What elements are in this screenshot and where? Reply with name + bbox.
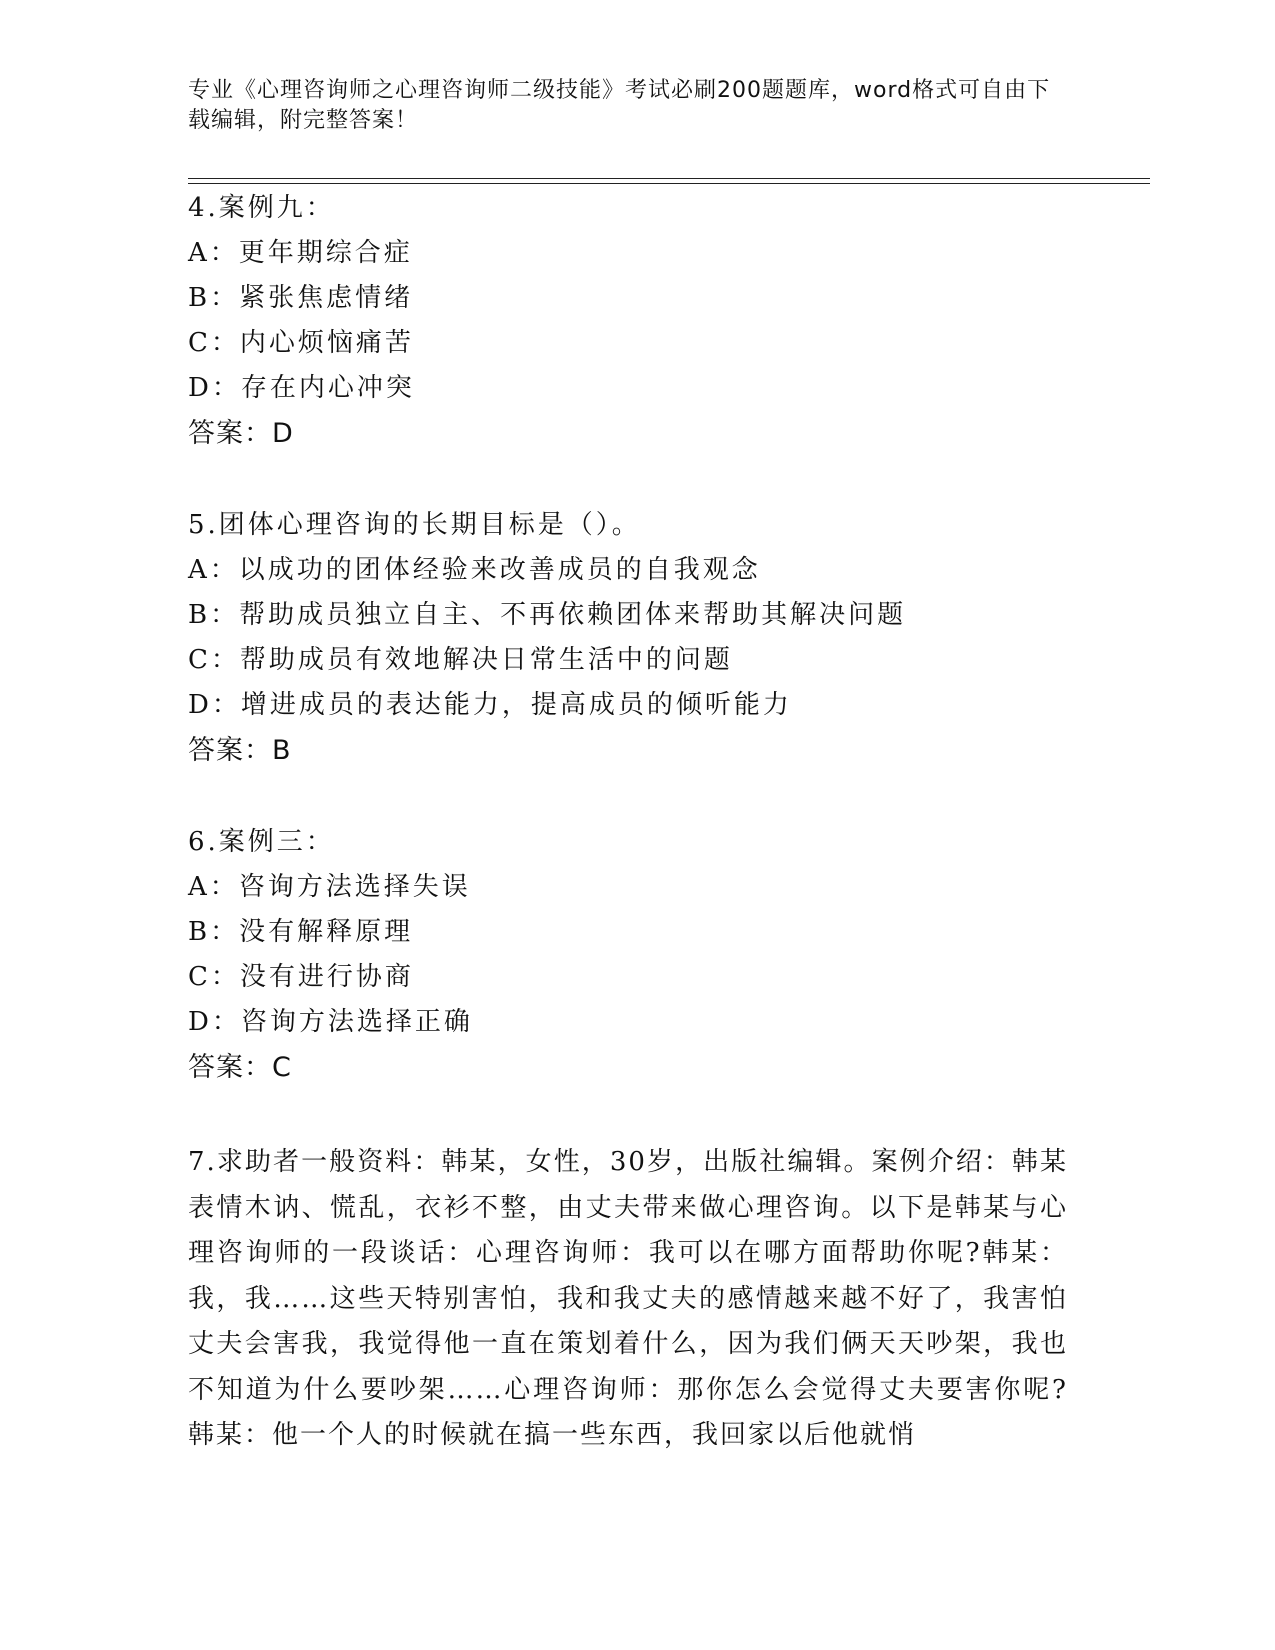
header-divider-bottom <box>188 183 1150 184</box>
option-c: C：内心烦恼痛苦 <box>188 328 414 358</box>
option-a: A：咨询方法选择失误 <box>188 872 471 902</box>
question-title: 6.案例三： <box>188 827 335 857</box>
option-a: A：更年期综合症 <box>188 238 413 268</box>
answer: 答案：C <box>188 1052 292 1083</box>
answer: 答案：D <box>188 418 294 449</box>
question-5 <box>188 503 1088 773</box>
header-divider-top <box>188 178 1150 179</box>
option-c: C：帮助成员有效地解决日常生活中的问题 <box>188 645 733 675</box>
option-a: A：以成功的团体经验来改善成员的自我观念 <box>188 555 761 585</box>
option-b: B：帮助成员独立自主、不再依赖团体来帮助其解决问题 <box>188 600 907 630</box>
option-b: B：紧张焦虑情绪 <box>188 283 414 313</box>
question-6 <box>188 820 1088 1090</box>
question-title: 5.团体心理咨询的长期目标是（）。 <box>188 510 641 540</box>
option-d: D：增进成员的表达能力，提高成员的倾听能力 <box>188 690 792 720</box>
answer: 答案：B <box>188 735 292 766</box>
question-title: 4.案例九： <box>188 193 335 223</box>
question-4 <box>188 186 1088 456</box>
document-header: 专业《心理咨询师之心理咨询师二级技能》考试必刷200题题库，word格式可自由下载编辑，附完整答案！ <box>188 78 1051 133</box>
option-b: B：没有解释原理 <box>188 917 414 947</box>
option-c: C：没有进行协商 <box>188 962 414 992</box>
question-7-text: 7.求助者一般资料：韩某，女性，30岁，出版社编辑。案例介绍：韩某表情木讷、慌乱，衣衫不整，由丈夫带来做心理咨询。以下是韩某与心理咨询师的一段谈话：心理咨询师：我可以在哪方面帮助你呢?韩某：我，我……这些天特别害怕，我和我丈夫的感情越来越不好了，我害怕丈夫会害我，我觉得他一直在策划着什么，因为我们俩天天吵架，我也不知道为什么要吵架……心理咨询师：那你怎么会觉得丈夫要害你呢?韩某：他一个人的时候就在搞一些东西，我回家以后他就悄 <box>188 1147 1068 1450</box>
option-d: D：咨询方法选择正确 <box>188 1007 473 1037</box>
option-d: D：存在内心冲突 <box>188 373 415 403</box>
